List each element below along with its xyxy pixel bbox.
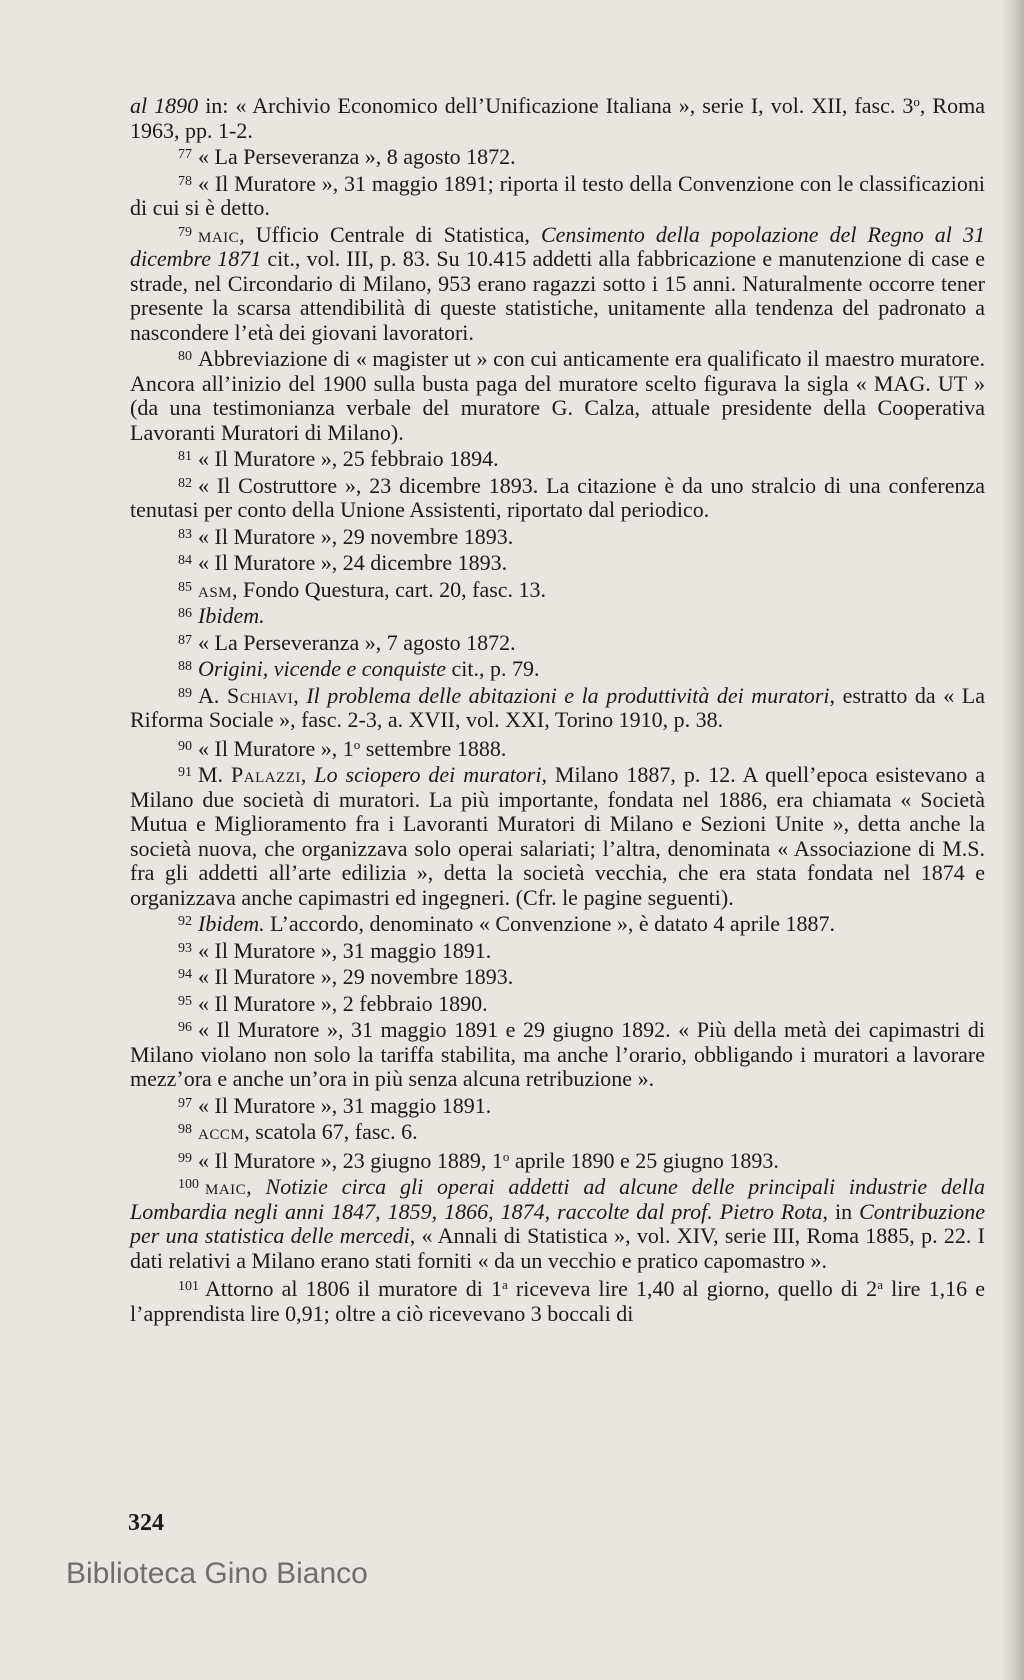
footnote-number: 93 bbox=[178, 940, 192, 956]
superscript-text: a bbox=[501, 1277, 508, 1292]
italic-text: Notizie circa gli operai addetti ad alcune delle principali industrie della Lombardia negli anni 1847, 1859, 1866, 1874, raccolte dal prof. Pietro Rota bbox=[130, 1174, 985, 1224]
footnote-number: 94 bbox=[178, 967, 192, 982]
italic-text: Ibidem. bbox=[198, 911, 265, 936]
text-run: , « Annali di Statistica », vol. XIV, serie III, Roma 1885, p. 22. I dati relativi a Milano erano stati forniti « da un vecchio e pratico capomastro ». bbox=[130, 1223, 985, 1273]
text-run: cit., p. 79. bbox=[446, 656, 540, 681]
text-run: , in bbox=[822, 1198, 860, 1224]
footnote-82 bbox=[130, 472, 985, 523]
footnote-96 bbox=[130, 1016, 985, 1092]
text-run: M. bbox=[198, 762, 232, 787]
footnote-78 bbox=[130, 170, 985, 221]
text-run: « La Perseveranza », 8 agosto 1872. bbox=[198, 144, 516, 169]
footnote-number: 90 bbox=[178, 738, 192, 754]
small-caps-text: Schiavi bbox=[226, 682, 294, 708]
text-run: « Il Muratore », 29 novembre 1893. bbox=[198, 523, 514, 549]
small-caps-text: maic bbox=[198, 221, 240, 247]
text-run: « Il Muratore », 31 maggio 1891; riporta il testo della Convenzione con le classificazioni di cui si è detto. bbox=[130, 170, 985, 220]
footnote-number: 86 bbox=[178, 606, 192, 621]
footnote-85 bbox=[130, 576, 985, 603]
footnote-89 bbox=[130, 682, 985, 733]
text-run: « Il Costruttore », 23 dicembre 1893. La citazione è da uno stralcio di una conferenza tenutasi per conto della Unione Assistenti, riportato dal periodico. bbox=[130, 472, 985, 522]
footnote-81 bbox=[130, 445, 985, 472]
footnote-number: 81 bbox=[178, 449, 192, 464]
text-run: « Il Muratore », 24 dicembre 1893. bbox=[198, 550, 508, 575]
footnote-80 bbox=[130, 345, 985, 445]
small-caps-text: maic bbox=[205, 1174, 247, 1199]
small-caps-text: Palazzi bbox=[231, 762, 301, 787]
italic-text: al 1890 bbox=[130, 93, 199, 118]
italic-text: Contribuzione per una statistica delle mercedi bbox=[130, 1198, 985, 1248]
footnote-99 bbox=[130, 1145, 985, 1174]
small-caps-text: accm bbox=[198, 1119, 245, 1144]
text-run: « Il Muratore », 29 novembre 1893. bbox=[198, 964, 514, 989]
text-run: cit., vol. III, p. 83. Su 10.415 addetti alla fabbricazione e manutenzione di case e strade, nel Circondario di Milano, 953 erano ragazzi sotto i 15 anni. Naturalmente occorre tener presente la scarsa attendibilità di queste statistiche, unitamente alla tendenza del padronato a nascondere l’età dei giovani lavoratori. bbox=[130, 246, 986, 345]
footnote-number: 100 bbox=[178, 1177, 199, 1192]
text-run: « Il Muratore », 31 maggio 1891. bbox=[198, 1092, 492, 1118]
continued-footnote bbox=[130, 90, 985, 143]
text-run: « Il Muratore », 31 maggio 1891. bbox=[198, 937, 492, 963]
text-run: « La Perseveranza », 7 agosto 1872. bbox=[198, 629, 516, 655]
text-run: aprile 1890 e 25 giugno 1893. bbox=[509, 1147, 779, 1173]
text-run: , Fondo Questura, cart. 20, fasc. 13. bbox=[232, 576, 547, 602]
library-watermark: Biblioteca Gino Bianco bbox=[66, 1557, 368, 1590]
italic-text: Ibidem. bbox=[198, 603, 265, 628]
text-run: Attorno al 1806 il muratore di 1 bbox=[205, 1276, 502, 1301]
footnotes-text bbox=[130, 90, 985, 1326]
footnote-number: 77 bbox=[178, 147, 192, 162]
footnote-number: 83 bbox=[178, 526, 192, 542]
footnote-101 bbox=[130, 1273, 985, 1326]
footnote-number: 88 bbox=[178, 659, 192, 674]
footnote-84 bbox=[130, 549, 985, 576]
italic-text: Il problema delle abitazioni e la produttività dei muratori bbox=[306, 682, 830, 708]
footnote-number: 99 bbox=[178, 1150, 192, 1166]
footnote-92 bbox=[130, 910, 985, 937]
footnote-98 bbox=[130, 1118, 985, 1145]
text-run: , estratto da « La Riforma Sociale », fasc. 2-3, a. XVII, vol. XXI, Torino 1910, p. 38. bbox=[130, 682, 985, 732]
footnote-86 bbox=[130, 602, 985, 629]
superscript-text: a bbox=[877, 1277, 883, 1292]
footnote-94 bbox=[130, 963, 985, 990]
text-run: , bbox=[300, 762, 315, 787]
text-run: lire 1,16 e l’apprendista lire 0,91; oltre a ciò ricevevano 3 boccali di bbox=[130, 1276, 985, 1326]
footnote-90 bbox=[130, 733, 985, 762]
footnote-97 bbox=[130, 1092, 985, 1119]
footnote-number: 101 bbox=[178, 1279, 199, 1294]
text-run: , bbox=[246, 1174, 266, 1199]
text-run: « Il Muratore », 23 giugno 1889, 1 bbox=[198, 1147, 503, 1173]
footnote-number: 78 bbox=[178, 173, 192, 189]
footnote-93 bbox=[130, 937, 985, 964]
text-run: L’accordo, denominato « Convenzione », è datato 4 aprile 1887. bbox=[264, 911, 836, 936]
italic-text: Lo sciopero dei muratori bbox=[314, 762, 542, 787]
footnote-95 bbox=[130, 990, 985, 1017]
footnote-number: 98 bbox=[178, 1122, 192, 1137]
italic-text: Censimento della popolazione del Regno al 31 dicembre 1871 bbox=[130, 221, 985, 271]
footnote-87 bbox=[130, 629, 985, 656]
footnote-number: 97 bbox=[178, 1095, 192, 1111]
footnote-77 bbox=[130, 143, 985, 170]
text-run: settembre 1888. bbox=[360, 735, 507, 761]
footnote-100 bbox=[130, 1173, 985, 1273]
footnote-number: 79 bbox=[178, 224, 192, 240]
text-run: , bbox=[293, 682, 307, 708]
text-run: , Ufficio Centrale di Statistica, bbox=[239, 221, 541, 247]
text-run: « Il Muratore », 2 febbraio 1890. bbox=[198, 990, 488, 1016]
page-number: 324 bbox=[128, 1510, 164, 1536]
footnote-88 bbox=[130, 655, 985, 682]
italic-text: Origini, vicende e conquiste bbox=[198, 656, 447, 681]
text-run: « Il Muratore », 25 febbraio 1894. bbox=[198, 446, 499, 471]
text-run: , scatola 67, fasc. 6. bbox=[244, 1119, 418, 1144]
footnote-number: 84 bbox=[178, 553, 192, 568]
text-run: riceveva lire 1,40 al giorno, quello di 2 bbox=[507, 1276, 878, 1301]
footnote-91 bbox=[130, 761, 985, 910]
text-run: « Il Muratore », 31 maggio 1891 e 29 giugno 1892. « Più della metà dei capimastri di Milano violano non solo la tariffa stabilita, ma anche l’orario, obbligando i muratori a lavorare mezz’ora e anche un’ora in più senza alcuna retribuzione ». bbox=[130, 1017, 985, 1091]
footnote-number: 87 bbox=[178, 632, 192, 648]
small-caps-text: asm bbox=[198, 576, 233, 602]
footnote-number: 82 bbox=[178, 475, 192, 491]
footnote-number: 91 bbox=[178, 765, 192, 780]
superscript-text: o bbox=[502, 1148, 510, 1164]
footnote-79 bbox=[130, 221, 985, 346]
footnote-number: 95 bbox=[178, 993, 192, 1009]
footnote-number: 85 bbox=[178, 579, 192, 595]
text-run: , Milano 1887, p. 12. A quell’epoca esistevano a Milano due società di muratori. La più importante, fondata nel 1886, era chiamata « Società Mutua e Miglioramento fra i Lavoranti Muratori di Milano e Sezioni Unite », detta anche la società nuova, che organizzava solo operai salariati; l’altra, denominata « Associazione di M.S. fra gli addetti all’arte edilizia », detta la società vecchia, che era stata fondata nel 1874 e organizzava anche capimastri ed ingegneri. (Cfr. le pagine seguenti). bbox=[130, 762, 986, 910]
text-run: , Roma 1963, pp. 1-2. bbox=[130, 93, 985, 143]
footnote-number: 96 bbox=[178, 1020, 192, 1035]
text-run: in: « Archivio Economico dell’Unificazione Italiana », serie I, vol. XII, fasc. 3 bbox=[198, 93, 914, 118]
superscript-text: o bbox=[913, 94, 920, 109]
footnote-number: 80 bbox=[178, 349, 192, 364]
text-run: Abbreviazione di « magister ut » con cui anticamente era qualificato il maestro muratore. Ancora all’inizio del 1900 sulla busta paga del muratore scelto figurava la sigla « MAG. UT » (da una testimonianza verbale del muratore G. Calza, attuale presidente della Cooperativa Lavoranti Muratori di Milano). bbox=[130, 346, 985, 445]
text-run: A. bbox=[198, 682, 227, 708]
page-spine-shadow bbox=[1002, 0, 1024, 1680]
footnote-83 bbox=[130, 523, 985, 550]
footnote-number: 92 bbox=[178, 914, 192, 929]
text-run: « Il Muratore », 1 bbox=[198, 735, 354, 761]
superscript-text: o bbox=[353, 736, 361, 752]
footnote-number: 89 bbox=[178, 685, 192, 701]
